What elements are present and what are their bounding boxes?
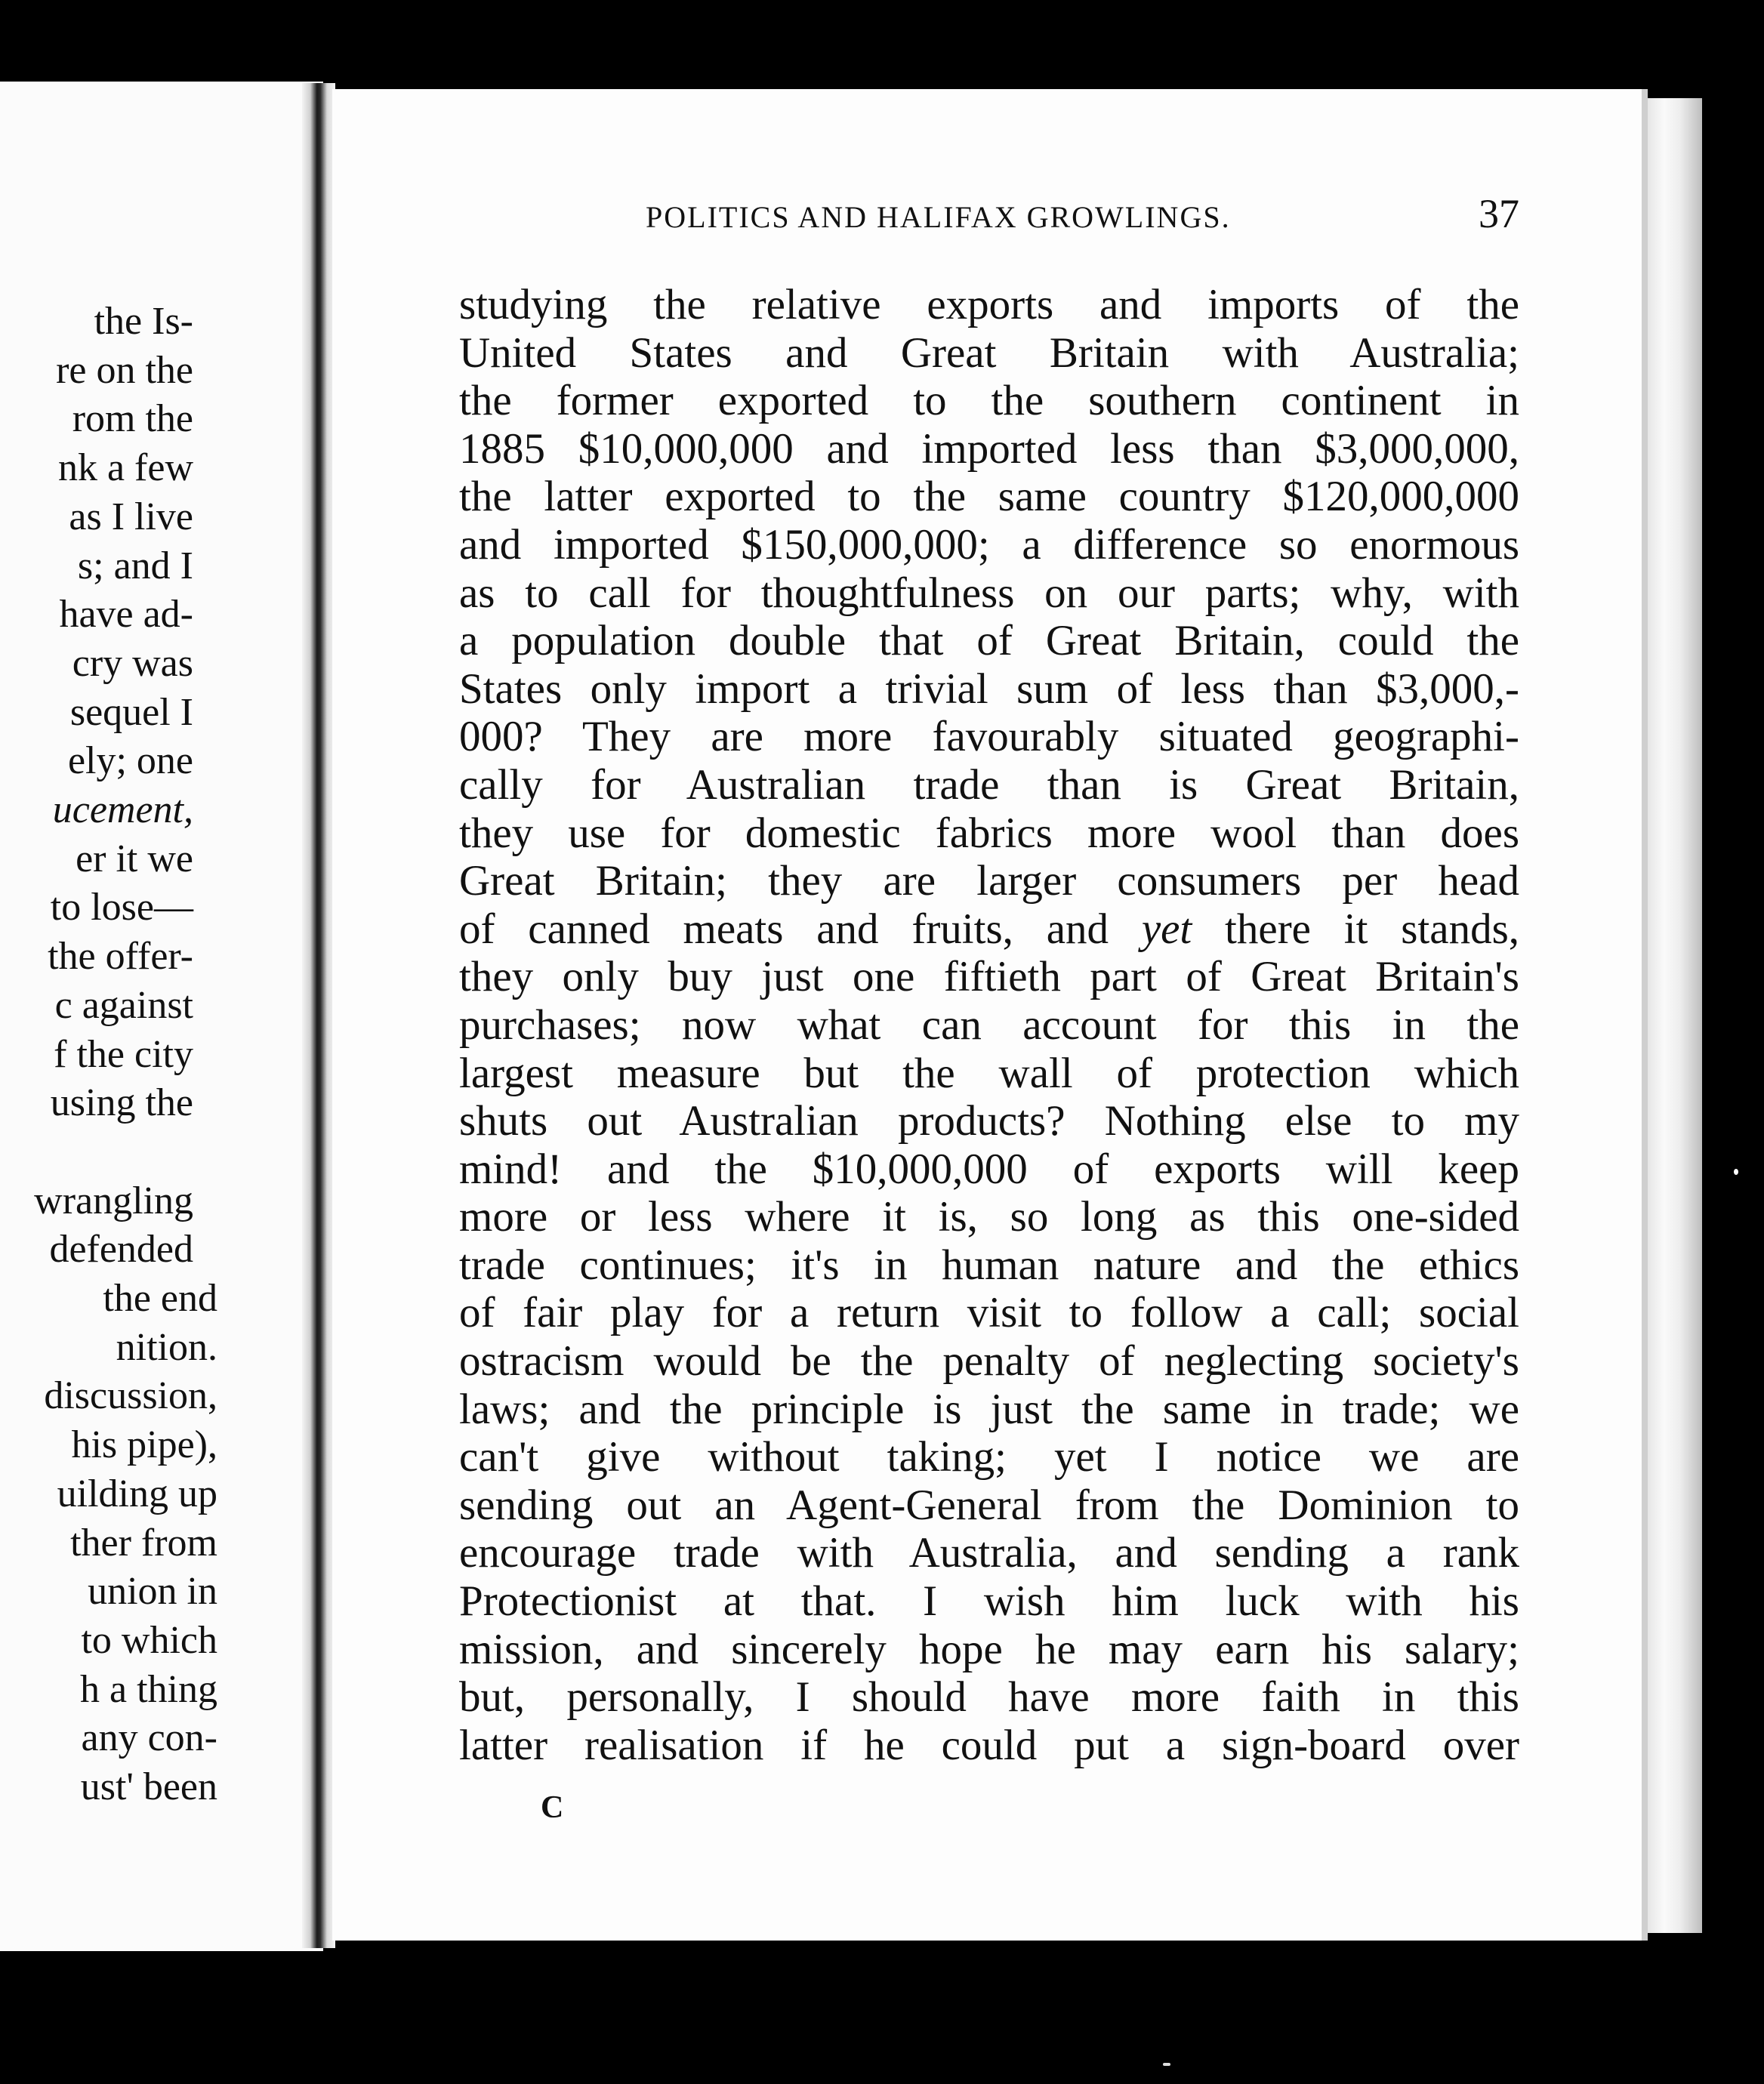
left-page-line: ucement, [52, 788, 193, 831]
text-line: sending out an Agent-General from the Dominion to [459, 1481, 1519, 1529]
left-page-line: have ad- [59, 593, 193, 637]
text-line: trade continues; it's in human nature and the ethics [459, 1241, 1519, 1289]
text-line: Protectionist at that. I wish him luck with his [459, 1577, 1519, 1626]
left-page-line: s; and I [77, 544, 193, 587]
left-page-line: to lose— [50, 886, 193, 929]
text-line: encourage trade with Australia, and sending a rank [459, 1529, 1519, 1577]
text-line: purchases; now what can account for this in the [459, 1000, 1519, 1049]
text-line: more or less where it is, so long as this one-sided [459, 1193, 1519, 1241]
left-page-line: h a thing [80, 1667, 217, 1711]
text-line: Great Britain; they are larger consumers per head [459, 857, 1519, 905]
text-line: of fair play for a return visit to follow a call; social [459, 1289, 1519, 1337]
left-page-line: nk a few [57, 446, 193, 490]
text-line: they use for domestic fabrics more wool than does [459, 809, 1519, 857]
left-page-line: ely; one [67, 739, 193, 783]
text-line: the latter exported to the same country $120,000,000 [459, 473, 1519, 521]
text-line: cally for Australian trade than is Great Britain, [459, 760, 1519, 809]
left-page-line: re on the [56, 348, 193, 392]
left-page-line: f the city [54, 1032, 193, 1076]
left-page-line: his pipe), [71, 1423, 217, 1467]
left-page-line: wrangling [34, 1179, 193, 1222]
running-head: POLITICS AND HALIFAX GROWLINGS. [646, 200, 1231, 234]
text-line: they only buy just one fiftieth part of Great Britain's [459, 953, 1519, 1001]
text-line: mind! and the $10,000,000 of exports will keep [459, 1145, 1519, 1193]
left-page-line: any con- [81, 1716, 217, 1760]
page-number: 37 [1479, 191, 1519, 236]
left-page-line: as I live [69, 495, 193, 538]
text-line: the former exported to the southern continent in [459, 377, 1519, 425]
left-page-line: rom the [72, 397, 193, 441]
left-page-line: using the [50, 1081, 193, 1125]
text-line: largest measure but the wall of protection which [459, 1049, 1519, 1097]
left-page-line: union in [88, 1570, 217, 1614]
left-page-line: er it we [76, 837, 193, 880]
text-line: as to call for thoughtfulness on our parts; why, with [459, 569, 1519, 617]
left-page-line: the offer- [48, 935, 193, 979]
left-page-line: ther from [70, 1521, 217, 1565]
dust-speck [1163, 2063, 1170, 2066]
left-page-line: ust' been [80, 1765, 217, 1808]
left-page-line: discussion, [44, 1374, 217, 1418]
left-page-line: the Is- [94, 300, 193, 343]
text-line: can't give without taking; yet I notice we are [459, 1433, 1519, 1481]
text-line: 000? They are more favourably situated geographi- [459, 713, 1519, 761]
left-page-line: c against [54, 983, 193, 1027]
text-line: States only import a trivial sum of less than $3,000,- [459, 664, 1519, 713]
body-text [459, 281, 1519, 1769]
text-line: United States and Great Britain with Australia; [459, 328, 1519, 377]
left-page-line: defended [49, 1228, 193, 1272]
text-line: studying the relative exports and imports of the [459, 281, 1519, 328]
dust-speck [1734, 1169, 1738, 1175]
text-line: a population double that of Great Britain, could the [459, 617, 1519, 665]
text-line: of canned meats and fruits, and yet there it stands, [459, 905, 1519, 953]
left-page-line: to which [81, 1618, 217, 1662]
emphasis: yet [1141, 905, 1192, 953]
text-line: laws; and the principle is just the same in trade; we [459, 1385, 1519, 1433]
left-page-line: the end [103, 1277, 217, 1320]
book-gutter [302, 83, 335, 1948]
page-edge [1648, 98, 1702, 1933]
left-page-line: nition. [116, 1325, 217, 1369]
text-line: shuts out Australian products? Nothing else to my [459, 1097, 1519, 1145]
left-page-line: cry was [72, 641, 193, 685]
text-line: 1885 $10,000,000 and imported less than $3,000,000, [459, 424, 1519, 473]
previous-page-fragment [0, 82, 323, 1951]
left-page-line: uilding up [57, 1472, 217, 1515]
text-line: ostracism would be the penalty of neglecting society's [459, 1337, 1519, 1386]
text-line: but, personally, I should have more faith in this [459, 1673, 1519, 1722]
text-line: latter realisation if he could put a sign-board over [459, 1721, 1519, 1769]
signature-mark: C [541, 1790, 564, 1825]
left-page-line: sequel I [69, 690, 193, 734]
text-line: and imported $150,000,000; a difference so enormous [459, 520, 1519, 569]
text-line: mission, and sincerely hope he may earn his salary; [459, 1625, 1519, 1673]
